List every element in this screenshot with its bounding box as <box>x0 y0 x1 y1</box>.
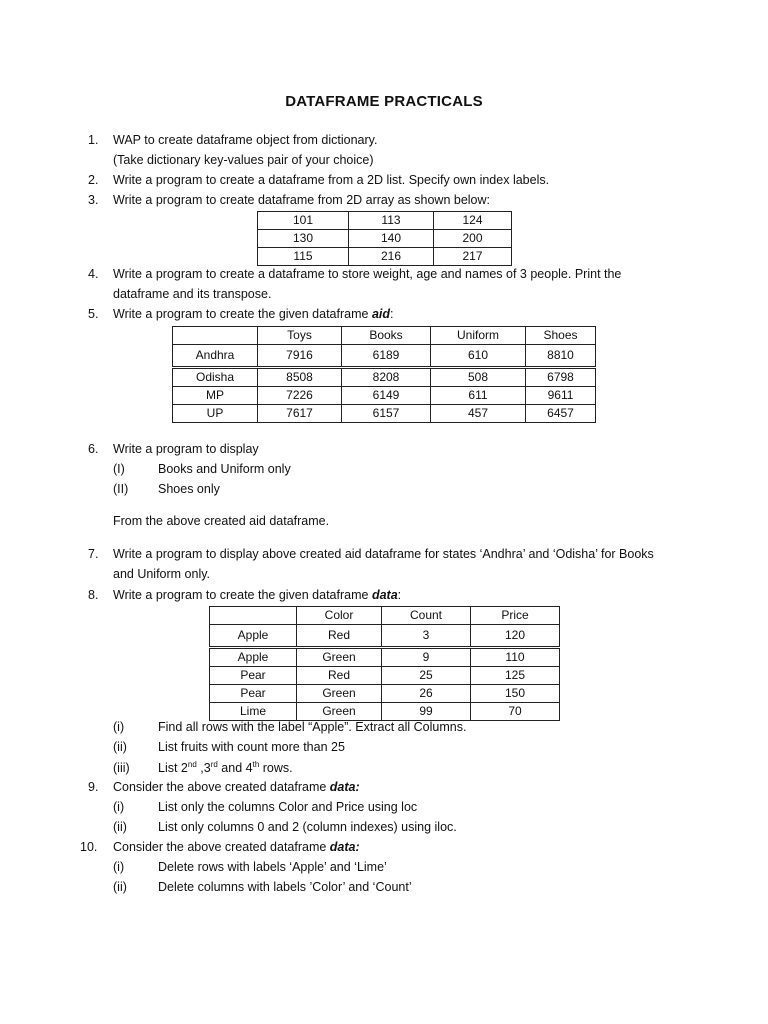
q8-text <box>113 585 401 605</box>
table-cell: 3 <box>382 625 471 648</box>
q9-sub-marker: (i) <box>113 800 125 814</box>
q8-number: 8. <box>88 588 99 602</box>
table-row <box>210 648 560 667</box>
q6-sub-marker: (I) <box>113 462 125 476</box>
ordinal-suffix: nd <box>187 759 197 769</box>
q8-colon: : <box>397 588 402 602</box>
table-cell: Pear <box>210 685 297 703</box>
table-cell: Green <box>297 648 382 667</box>
table-cell: 113 <box>349 212 434 230</box>
table-header-cell: Books <box>342 327 431 345</box>
table-cell: 101 <box>258 212 349 230</box>
table-cell: UP <box>173 405 258 423</box>
table-cell: 200 <box>434 230 512 248</box>
table-cell: 217 <box>434 248 512 266</box>
q1-text-cont: (Take dictionary key-values pair of your choice) <box>113 153 374 167</box>
q5-dataframe-name: aid <box>371 307 390 321</box>
table-cell: 6157 <box>342 405 431 423</box>
q9-dataframe-name: data: <box>329 780 360 794</box>
q8-sub-text: List fruits with count more than 25 <box>158 740 345 754</box>
table-cell: Odisha <box>173 368 258 387</box>
q8-sub-text-part: ,3 <box>196 761 211 775</box>
q9-sub-text: List only columns 0 and 2 (column indexes) using iloc. <box>158 820 457 834</box>
q8-data-table <box>209 606 560 721</box>
q10-sub-marker: (ii) <box>113 880 127 894</box>
table-cell: 25 <box>382 667 471 685</box>
q4-text: Write a program to create a dataframe to store weight, age and names of 3 people. Print the <box>113 267 622 281</box>
table-cell: 8810 <box>526 345 596 368</box>
q8-sub-text-part: and 4 <box>217 761 253 775</box>
q3-array-table <box>257 211 512 266</box>
table-row <box>258 212 512 230</box>
q10-dataframe-name: data: <box>329 840 360 854</box>
q10-sub-marker: (i) <box>113 860 125 874</box>
table-cell: Andhra <box>173 345 258 368</box>
table-header-cell: Price <box>471 607 560 625</box>
table-cell: 115 <box>258 248 349 266</box>
table-cell: 9 <box>382 648 471 667</box>
table-header-cell: Shoes <box>526 327 596 345</box>
q9-text <box>113 777 360 797</box>
table-cell: 8208 <box>342 368 431 387</box>
q7-text: Write a program to display above created aid dataframe for states ‘Andhra’ and ‘Odisha’ for Books <box>113 547 654 561</box>
q10-text <box>113 837 360 857</box>
table-cell: Red <box>297 667 382 685</box>
q3-text: Write a program to create dataframe from 2D array as shown below: <box>113 193 491 207</box>
table-cell: 216 <box>349 248 434 266</box>
q4-number: 4. <box>88 267 99 281</box>
table-row <box>258 230 512 248</box>
q4-text-cont: dataframe and its transpose. <box>113 287 272 301</box>
table-header-cell: Toys <box>258 327 342 345</box>
q9-number: 9. <box>88 780 99 794</box>
q7-number: 7. <box>88 547 99 561</box>
table-cell: 7617 <box>258 405 342 423</box>
q2-number: 2. <box>88 173 99 187</box>
table-row <box>173 387 596 405</box>
q6-sub-text: Shoes only <box>158 482 220 496</box>
table-cell: 120 <box>471 625 560 648</box>
table-cell: 140 <box>349 230 434 248</box>
table-cell: 124 <box>434 212 512 230</box>
table-header-row <box>173 327 596 345</box>
table-cell: 125 <box>471 667 560 685</box>
q10-sub-text: Delete rows with labels ‘Apple’ and ‘Lime’ <box>158 860 387 874</box>
q1-number: 1. <box>88 133 99 147</box>
table-cell: 9611 <box>526 387 596 405</box>
q5-aid-table <box>172 326 596 423</box>
q8-sub-marker: (i) <box>113 720 125 734</box>
q9-sub-marker: (ii) <box>113 820 127 834</box>
table-row <box>210 625 560 648</box>
q8-sub-text: Find all rows with the label “Apple”. Extract all Columns. <box>158 720 467 734</box>
table-row <box>258 248 512 266</box>
page-title: DATAFRAME PRACTICALS <box>285 93 483 110</box>
table-cell: 610 <box>431 345 526 368</box>
q8-sub-text-part: List 2 <box>158 761 188 775</box>
table-cell: 6189 <box>342 345 431 368</box>
table-cell: 130 <box>258 230 349 248</box>
table-cell: 508 <box>431 368 526 387</box>
q5-number: 5. <box>88 307 99 321</box>
q8-sub-marker: (iii) <box>113 761 130 775</box>
q8-sub-text <box>158 758 293 778</box>
table-row <box>173 368 596 387</box>
table-cell: Apple <box>210 648 297 667</box>
table-cell: 611 <box>431 387 526 405</box>
table-cell: Apple <box>210 625 297 648</box>
table-header-row <box>210 607 560 625</box>
q2-text: Write a program to create a dataframe from a 2D list. Specify own index labels. <box>113 173 550 187</box>
q6-sub-text: Books and Uniform only <box>158 462 291 476</box>
table-cell: 110 <box>471 648 560 667</box>
table-cell: Red <box>297 625 382 648</box>
table-cell: 7916 <box>258 345 342 368</box>
table-cell: 6798 <box>526 368 596 387</box>
table-cell: 70 <box>471 703 560 721</box>
q6-text: Write a program to display <box>113 442 259 456</box>
table-header-cell: Uniform <box>431 327 526 345</box>
table-cell: Lime <box>210 703 297 721</box>
table-row <box>173 405 596 423</box>
table-cell: 99 <box>382 703 471 721</box>
table-cell: Green <box>297 685 382 703</box>
table-cell: 8508 <box>258 368 342 387</box>
table-cell: MP <box>173 387 258 405</box>
q3-number: 3. <box>88 193 99 207</box>
q8-sub-marker: (ii) <box>113 740 127 754</box>
q6-number: 6. <box>88 442 99 456</box>
q9-sub-text: List only the columns Color and Price using loc <box>158 800 418 814</box>
table-cell: 26 <box>382 685 471 703</box>
table-cell: 150 <box>471 685 560 703</box>
table-cell: 6457 <box>526 405 596 423</box>
q1-text: WAP to create dataframe object from dictionary. <box>113 133 378 147</box>
ordinal-suffix: rd <box>210 759 218 769</box>
table-row <box>173 345 596 368</box>
ordinal-suffix: th <box>252 759 260 769</box>
table-cell: Pear <box>210 667 297 685</box>
q5-text-body: Write a program to create the given dataframe <box>113 307 372 321</box>
table-cell: 457 <box>431 405 526 423</box>
table-cell: 7226 <box>258 387 342 405</box>
table-header-cell: Count <box>382 607 471 625</box>
table-header-cell <box>173 327 258 345</box>
q8-text-body: Write a program to create the given dataframe <box>113 588 372 602</box>
table-header-cell <box>210 607 297 625</box>
q10-text-body: Consider the above created dataframe <box>113 840 330 854</box>
q5-colon: : <box>390 307 394 321</box>
q10-sub-text: Delete columns with labels ’Color’ and ‘Count’ <box>158 880 412 894</box>
table-row <box>210 667 560 685</box>
q8-dataframe-name: data <box>371 588 398 602</box>
table-row <box>210 685 560 703</box>
q6-sub-marker: (II) <box>113 482 129 496</box>
q8-sub-text-part: rows. <box>259 761 293 775</box>
q10-number: 10. <box>80 840 98 854</box>
q7-text-cont: and Uniform only. <box>113 567 211 581</box>
table-header-cell: Color <box>297 607 382 625</box>
table-cell: 6149 <box>342 387 431 405</box>
q9-text-body: Consider the above created dataframe <box>113 780 330 794</box>
table-cell: Green <box>297 703 382 721</box>
q5-text <box>113 304 393 324</box>
q6-note: From the above created aid dataframe. <box>113 514 330 528</box>
